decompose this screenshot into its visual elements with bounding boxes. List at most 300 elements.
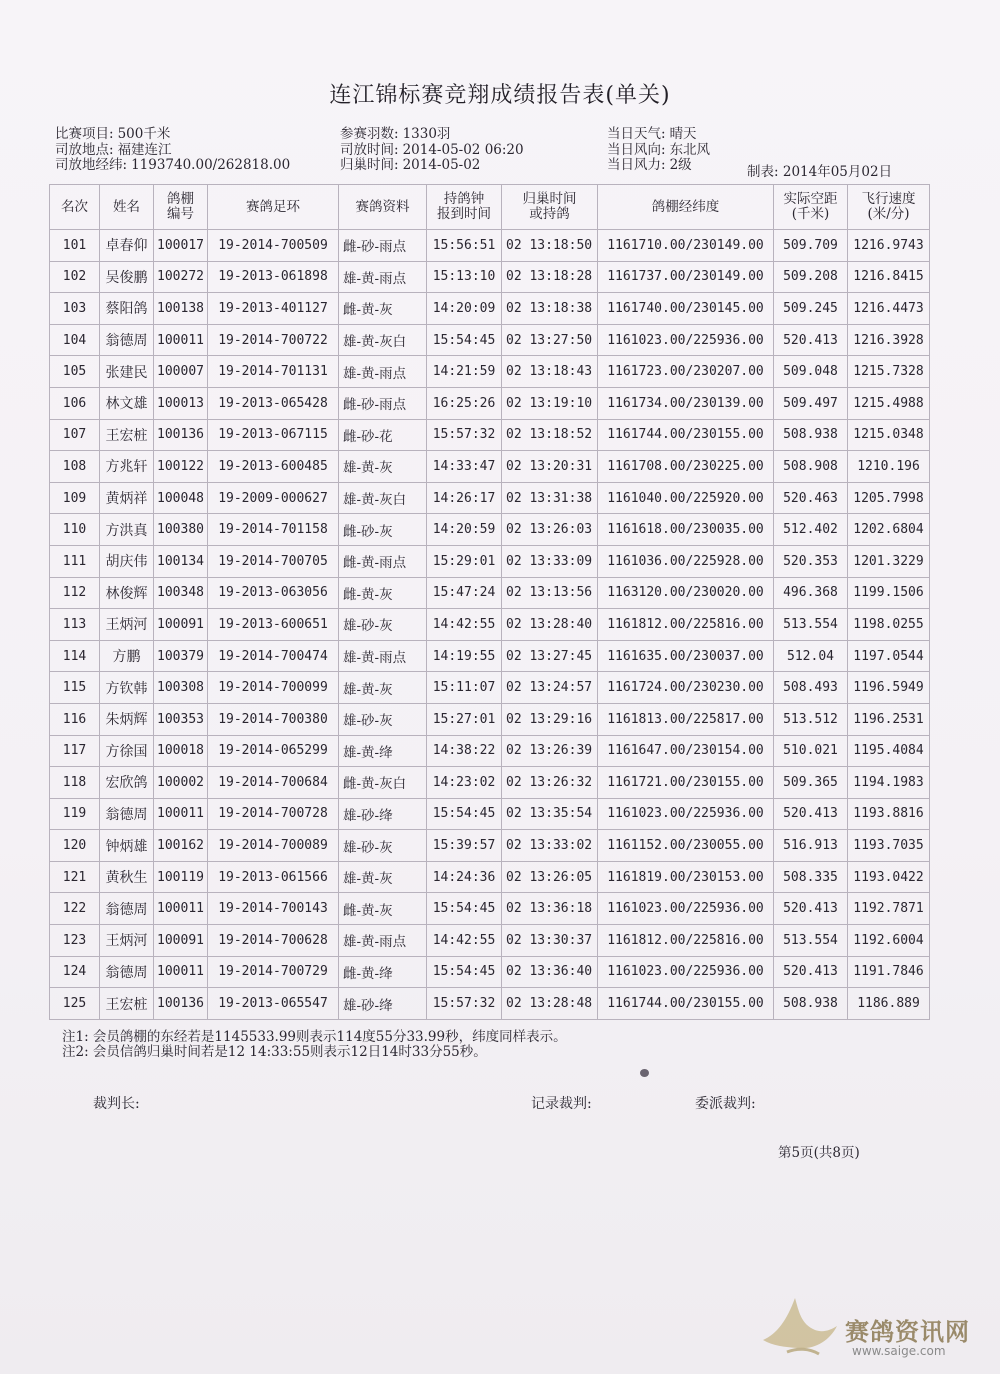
cell-speed: 1216.4473 (848, 293, 930, 325)
cell-ring: 19-2014-700089 (208, 830, 339, 862)
cell-ring: 19-2014-700474 (208, 640, 339, 672)
cell-distance: 516.913 (774, 830, 848, 862)
cell-speed: 1215.7328 (848, 356, 930, 388)
meta-label: 当日天气: (607, 126, 666, 142)
cell-speed: 1215.4988 (848, 387, 930, 419)
cell-coordinates: 1161723.00/230207.00 (598, 356, 774, 388)
cell-coordinates: 1161744.00/230155.00 (598, 419, 774, 451)
cell-rank: 104 (50, 324, 100, 356)
cell-clock-time: 14:42:55 (427, 609, 502, 641)
cell-distance: 509.048 (774, 356, 848, 388)
cell-return-clock: 13:24:57 (529, 680, 593, 696)
cell-loft: 100138 (154, 293, 208, 325)
table-row (50, 261, 930, 293)
cell-speed: 1193.7035 (848, 830, 930, 862)
cell-clock-time: 15:54:45 (427, 893, 502, 925)
cell-return-clock: 13:18:43 (529, 364, 593, 380)
meta-item-wind-force (607, 158, 710, 174)
meta-label: 比赛项目: (55, 126, 114, 142)
cell-return-clock: 13:28:40 (529, 616, 593, 632)
cell-info: 雌-黄-灰 (339, 577, 427, 609)
cell-coordinates: 1161724.00/230230.00 (598, 672, 774, 704)
cell-info: 雌-黄-绛 (339, 956, 427, 988)
table-row (50, 293, 930, 325)
cell-speed: 1216.9743 (848, 230, 930, 262)
cell-rank: 111 (50, 545, 100, 577)
cell-loft: 100136 (154, 988, 208, 1020)
cell-name: 翁德周 (100, 893, 154, 925)
cell-speed: 1196.5949 (848, 672, 930, 704)
cell-return-clock: 13:31:38 (529, 490, 593, 506)
cell-loft: 100136 (154, 419, 208, 451)
cell-name: 方鹏 (100, 640, 154, 672)
cell-speed: 1191.7846 (848, 956, 930, 988)
cell-loft: 100122 (154, 451, 208, 483)
cell-info: 雄-砂-灰 (339, 703, 427, 735)
cell-ring: 19-2014-700705 (208, 545, 339, 577)
cell-speed: 1215.0348 (848, 419, 930, 451)
cell-clock-time: 15:27:01 (427, 703, 502, 735)
cell-return-time (502, 956, 598, 988)
meta-label: 当日风向: (607, 141, 666, 158)
cell-return-time (502, 324, 598, 356)
cell-distance: 509.709 (774, 230, 848, 262)
cell-return-time (502, 577, 598, 609)
cell-loft: 100011 (154, 893, 208, 925)
cell-return-clock: 13:18:28 (529, 269, 593, 285)
cell-loft: 100011 (154, 956, 208, 988)
signature-delegate: 委派裁判: (695, 1096, 756, 1112)
cell-clock-time: 15:57:32 (427, 988, 502, 1020)
meta-column-right (607, 127, 710, 174)
cell-speed: 1192.7871 (848, 893, 930, 925)
cell-return-time (502, 419, 598, 451)
cell-return-day: 02 (506, 774, 522, 790)
cell-distance: 508.938 (774, 419, 848, 451)
cell-ring: 19-2013-065428 (208, 387, 339, 419)
cell-speed: 1205.7998 (848, 482, 930, 514)
cell-coordinates: 1161023.00/225936.00 (598, 798, 774, 830)
header-distance-line1: 实际空距 (783, 191, 838, 207)
cell-return-clock: 13:26:03 (529, 522, 593, 538)
cell-ring: 19-2014-700684 (208, 767, 339, 799)
cell-name: 宏欣鸽 (100, 767, 154, 799)
cell-return-clock: 13:26:05 (529, 869, 593, 885)
cell-name: 朱炳辉 (100, 703, 154, 735)
meta-label: 参赛羽数: (340, 126, 399, 142)
cell-info: 雄-黄-雨点 (339, 356, 427, 388)
cell-return-clock: 13:20:31 (529, 458, 593, 474)
cell-distance: 520.463 (774, 482, 848, 514)
meta-item-release-place (55, 143, 290, 159)
cell-return-clock: 13:36:18 (529, 901, 593, 917)
cell-return-day: 02 (506, 680, 522, 696)
cell-return-time (502, 261, 598, 293)
cell-coordinates: 1161635.00/230037.00 (598, 640, 774, 672)
cell-return-day: 02 (506, 901, 522, 917)
cell-info: 雄-黄-绛 (339, 735, 427, 767)
cell-clock-time: 15:56:51 (427, 230, 502, 262)
cell-name: 方徐国 (100, 735, 154, 767)
meta-item-entries (340, 127, 524, 143)
cell-ring: 19-2014-700729 (208, 956, 339, 988)
report-title: 连江锦标赛竞翔成绩报告表(单关) (329, 83, 671, 108)
cell-rank: 122 (50, 893, 100, 925)
cell-return-clock: 13:33:02 (529, 838, 593, 854)
cell-coordinates: 1161744.00/230155.00 (598, 988, 774, 1020)
cell-distance: 509.245 (774, 293, 848, 325)
cell-name: 黄炳祥 (100, 482, 154, 514)
cell-loft: 100091 (154, 609, 208, 641)
cell-return-day: 02 (506, 648, 522, 664)
cell-clock-time: 14:42:55 (427, 925, 502, 957)
cell-return-day: 02 (506, 364, 522, 380)
cell-ring: 19-2013-600485 (208, 451, 339, 483)
cell-return-day: 02 (506, 743, 522, 759)
cell-rank: 103 (50, 293, 100, 325)
cell-clock-time: 15:39:57 (427, 830, 502, 862)
cell-rank: 118 (50, 767, 100, 799)
table-row (50, 419, 930, 451)
cell-rank: 125 (50, 988, 100, 1020)
cell-name: 王炳河 (100, 925, 154, 957)
meta-value: 晴天 (669, 126, 697, 142)
cell-loft: 100091 (154, 925, 208, 957)
cell-return-time (502, 703, 598, 735)
table-body (50, 230, 930, 1020)
header-speed (848, 185, 930, 230)
cell-rank: 102 (50, 261, 100, 293)
cell-clock-time: 15:29:01 (427, 545, 502, 577)
cell-return-time (502, 545, 598, 577)
header-distance-line2: (千米) (791, 206, 830, 222)
cell-loft: 100162 (154, 830, 208, 862)
table-row (50, 925, 930, 957)
cell-speed: 1193.8816 (848, 798, 930, 830)
cell-coordinates: 1161036.00/225928.00 (598, 545, 774, 577)
cell-name: 方钦韩 (100, 672, 154, 704)
cell-distance: 520.413 (774, 893, 848, 925)
cell-coordinates: 1163120.00/230020.00 (598, 577, 774, 609)
table-row (50, 482, 930, 514)
cell-info: 雄-黄-灰白 (339, 482, 427, 514)
table-row (50, 861, 930, 893)
cell-info: 雄-黄-灰 (339, 672, 427, 704)
header-coord: 鸽棚经纬度 (598, 185, 774, 230)
table-row (50, 324, 930, 356)
table-row (50, 703, 930, 735)
cell-name: 卓春仰 (100, 230, 154, 262)
cell-return-clock: 13:26:39 (529, 743, 593, 759)
table-row (50, 988, 930, 1020)
cell-rank: 116 (50, 703, 100, 735)
cell-name: 翁德周 (100, 324, 154, 356)
cell-rank: 101 (50, 230, 100, 262)
cell-return-clock: 13:36:40 (529, 964, 593, 980)
cell-ring: 19-2013-401127 (208, 293, 339, 325)
cell-distance: 520.353 (774, 545, 848, 577)
cell-ring: 19-2014-700143 (208, 893, 339, 925)
cell-name: 翁德周 (100, 798, 154, 830)
results-table (49, 184, 930, 1020)
cell-return-time (502, 609, 598, 641)
cell-return-day: 02 (506, 838, 522, 854)
cell-return-day: 02 (506, 269, 522, 285)
cell-rank: 115 (50, 672, 100, 704)
meta-item-return-date (340, 158, 524, 174)
cell-distance: 508.908 (774, 451, 848, 483)
cell-return-clock: 13:13:56 (529, 585, 593, 601)
table-row (50, 609, 930, 641)
cell-ring: 19-2013-600651 (208, 609, 339, 641)
table-row (50, 514, 930, 546)
table-row (50, 387, 930, 419)
header-clock-line1: 持鸽钟 (443, 191, 485, 207)
meta-label: 司放地经纬: (55, 157, 128, 173)
cell-ring: 19-2014-700099 (208, 672, 339, 704)
cell-info: 雄-黄-灰 (339, 451, 427, 483)
cell-info: 雄-黄-灰 (339, 861, 427, 893)
header-info: 赛鸽资料 (339, 185, 427, 230)
table-row (50, 545, 930, 577)
cell-loft: 100272 (154, 261, 208, 293)
cell-distance: 508.335 (774, 861, 848, 893)
cell-return-clock: 13:18:52 (529, 427, 593, 443)
cell-return-day: 02 (506, 585, 522, 601)
cell-ring: 19-2014-700380 (208, 703, 339, 735)
cell-clock-time: 14:20:59 (427, 514, 502, 546)
meta-column-middle (340, 127, 524, 174)
cell-distance: 510.021 (774, 735, 848, 767)
cell-ring: 19-2014-701158 (208, 514, 339, 546)
cell-coordinates: 1161710.00/230149.00 (598, 230, 774, 262)
cell-speed: 1216.8415 (848, 261, 930, 293)
cell-clock-time: 15:54:45 (427, 956, 502, 988)
cell-name: 王宏桩 (100, 988, 154, 1020)
cell-distance: 508.493 (774, 672, 848, 704)
cell-return-day: 02 (506, 522, 522, 538)
cell-return-clock: 13:33:09 (529, 553, 593, 569)
cell-return-day: 02 (506, 553, 522, 569)
cell-return-day: 02 (506, 490, 522, 506)
table-row (50, 956, 930, 988)
cell-coordinates: 1161740.00/230145.00 (598, 293, 774, 325)
table-row (50, 767, 930, 799)
cell-return-day: 02 (506, 932, 522, 948)
cell-loft: 100379 (154, 640, 208, 672)
cell-ring: 19-2013-065547 (208, 988, 339, 1020)
cell-distance: 513.554 (774, 609, 848, 641)
watermark-site-name: 赛鸽资讯网 (845, 1318, 970, 1346)
header-clock (427, 185, 502, 230)
cell-distance: 513.512 (774, 703, 848, 735)
meta-item-race (55, 127, 290, 143)
cell-return-clock: 13:35:54 (529, 806, 593, 822)
meta-item-weather (607, 127, 710, 143)
maker-date (747, 160, 892, 180)
header-name: 姓名 (100, 185, 154, 230)
header-distance (774, 185, 848, 230)
cell-coordinates: 1161734.00/230139.00 (598, 387, 774, 419)
cell-name: 王宏桩 (100, 419, 154, 451)
cell-coordinates: 1161618.00/230035.00 (598, 514, 774, 546)
cell-return-day: 02 (506, 711, 522, 727)
cell-return-time (502, 451, 598, 483)
cell-rank: 106 (50, 387, 100, 419)
meta-item-release-time (340, 143, 524, 159)
table-header-row (50, 185, 930, 230)
header-ring: 赛鸽足环 (208, 185, 339, 230)
meta-label: 当日风力: (607, 157, 666, 173)
cell-name: 张建民 (100, 356, 154, 388)
meta-value: 福建连江 (117, 141, 172, 158)
cell-info: 雌-黄-灰 (339, 293, 427, 325)
cell-clock-time: 14:23:02 (427, 767, 502, 799)
cell-name: 钟炳雄 (100, 830, 154, 862)
cell-name: 吴俊鹏 (100, 261, 154, 293)
cell-return-time (502, 798, 598, 830)
cell-loft: 100002 (154, 767, 208, 799)
cell-coordinates: 1161023.00/225936.00 (598, 893, 774, 925)
cell-return-time (502, 767, 598, 799)
header-rank: 名次 (50, 185, 100, 230)
cell-loft: 100134 (154, 545, 208, 577)
cell-clock-time: 16:25:26 (427, 387, 502, 419)
cell-return-time (502, 356, 598, 388)
cell-rank: 119 (50, 798, 100, 830)
cell-coordinates: 1161812.00/225816.00 (598, 609, 774, 641)
cell-name: 林文雄 (100, 387, 154, 419)
cell-speed: 1216.3928 (848, 324, 930, 356)
cell-loft: 100011 (154, 324, 208, 356)
cell-name: 翁德周 (100, 956, 154, 988)
cell-speed: 1186.889 (848, 988, 930, 1020)
table-row (50, 735, 930, 767)
cell-coordinates: 1161812.00/225816.00 (598, 925, 774, 957)
cell-loft: 100348 (154, 577, 208, 609)
cell-distance: 520.413 (774, 956, 848, 988)
cell-coordinates: 1161152.00/230055.00 (598, 830, 774, 862)
cell-ring: 19-2014-700722 (208, 324, 339, 356)
cell-name: 黄秋生 (100, 861, 154, 893)
cell-return-day: 02 (506, 616, 522, 632)
cell-distance: 512.402 (774, 514, 848, 546)
cell-info: 雄-黄-雨点 (339, 640, 427, 672)
footnote-2: 注2: 会员信鸽归巢时间若是12 14:33:55则表示12日14时33分55秒。 (62, 1044, 487, 1060)
cell-info: 雄-砂-灰 (339, 609, 427, 641)
cell-rank: 107 (50, 419, 100, 451)
cell-coordinates: 1161819.00/230153.00 (598, 861, 774, 893)
signature-chief-judge: 裁判长: (93, 1096, 140, 1112)
cell-return-time (502, 640, 598, 672)
cell-return-day: 02 (506, 332, 522, 348)
cell-return-day: 02 (506, 395, 522, 411)
cell-return-time (502, 988, 598, 1020)
cell-coordinates: 1161737.00/230149.00 (598, 261, 774, 293)
cell-info: 雌-黄-灰白 (339, 767, 427, 799)
meta-item-release-coord (55, 158, 290, 174)
cell-info: 雄-砂-绛 (339, 798, 427, 830)
cell-return-time (502, 230, 598, 262)
maker-date-value: 2014年05月02日 (782, 164, 893, 180)
cell-rank: 108 (50, 451, 100, 483)
cell-loft: 100013 (154, 387, 208, 419)
cell-loft: 100353 (154, 703, 208, 735)
cell-ring: 19-2013-063056 (208, 577, 339, 609)
cell-rank: 110 (50, 514, 100, 546)
cell-return-time (502, 387, 598, 419)
cell-rank: 117 (50, 735, 100, 767)
cell-speed: 1198.0255 (848, 609, 930, 641)
cell-loft: 100017 (154, 230, 208, 262)
cell-distance: 508.938 (774, 988, 848, 1020)
watermark-url: www.saige.com (852, 1344, 946, 1358)
table-row (50, 798, 930, 830)
cell-info: 雌-砂-灰 (339, 514, 427, 546)
cell-info: 雌-砂-雨点 (339, 387, 427, 419)
footnote-1: 注1: 会员鸽棚的东经若是1145533.99则表示114度55分33.99秒，纬度同样表示。 (62, 1029, 567, 1045)
cell-rank: 114 (50, 640, 100, 672)
header-speed-line2: (米/分) (867, 206, 910, 222)
cell-distance: 520.413 (774, 324, 848, 356)
cell-clock-time: 14:20:09 (427, 293, 502, 325)
cell-return-day: 02 (506, 237, 522, 253)
cell-speed: 1197.0544 (848, 640, 930, 672)
cell-return-time (502, 672, 598, 704)
meta-value: 1193740.00/262818.00 (131, 157, 291, 173)
cell-name: 方洪真 (100, 514, 154, 546)
cell-clock-time: 14:26:17 (427, 482, 502, 514)
meta-value: 2014-05-02 06:20 (402, 141, 524, 158)
cell-info: 雄-砂-绛 (339, 988, 427, 1020)
cell-name: 胡庆伟 (100, 545, 154, 577)
cell-speed: 1195.4084 (848, 735, 930, 767)
cell-speed: 1194.1983 (848, 767, 930, 799)
cell-speed: 1201.3229 (848, 545, 930, 577)
meta-column-left (55, 127, 290, 174)
cell-name: 方兆轩 (100, 451, 154, 483)
cell-rank: 112 (50, 577, 100, 609)
table-row (50, 230, 930, 262)
cell-speed: 1199.1506 (848, 577, 930, 609)
cell-clock-time: 14:38:22 (427, 735, 502, 767)
cell-rank: 120 (50, 830, 100, 862)
cell-return-clock: 13:26:32 (529, 774, 593, 790)
cell-name: 王炳河 (100, 609, 154, 641)
cell-clock-time: 14:24:36 (427, 861, 502, 893)
cell-name: 林俊辉 (100, 577, 154, 609)
signature-recorder: 记录裁判: (531, 1096, 592, 1112)
cell-return-day: 02 (506, 300, 522, 316)
cell-return-time (502, 830, 598, 862)
cell-distance: 509.365 (774, 767, 848, 799)
cell-ring: 19-2014-700728 (208, 798, 339, 830)
header-clock-line2: 报到时间 (437, 206, 491, 222)
meta-item-wind-direction (607, 143, 710, 159)
cell-ring: 19-2014-701131 (208, 356, 339, 388)
cell-speed: 1193.0422 (848, 861, 930, 893)
cell-distance: 509.497 (774, 387, 848, 419)
cell-loft: 100380 (154, 514, 208, 546)
cell-info: 雄-黄-雨点 (339, 925, 427, 957)
cell-clock-time: 14:19:55 (427, 640, 502, 672)
cell-coordinates: 1161023.00/225936.00 (598, 324, 774, 356)
cell-distance: 520.413 (774, 798, 848, 830)
cell-clock-time: 14:21:59 (427, 356, 502, 388)
cell-distance: 512.04 (774, 640, 848, 672)
cell-ring: 19-2014-065299 (208, 735, 339, 767)
footnotes (62, 1030, 567, 1060)
